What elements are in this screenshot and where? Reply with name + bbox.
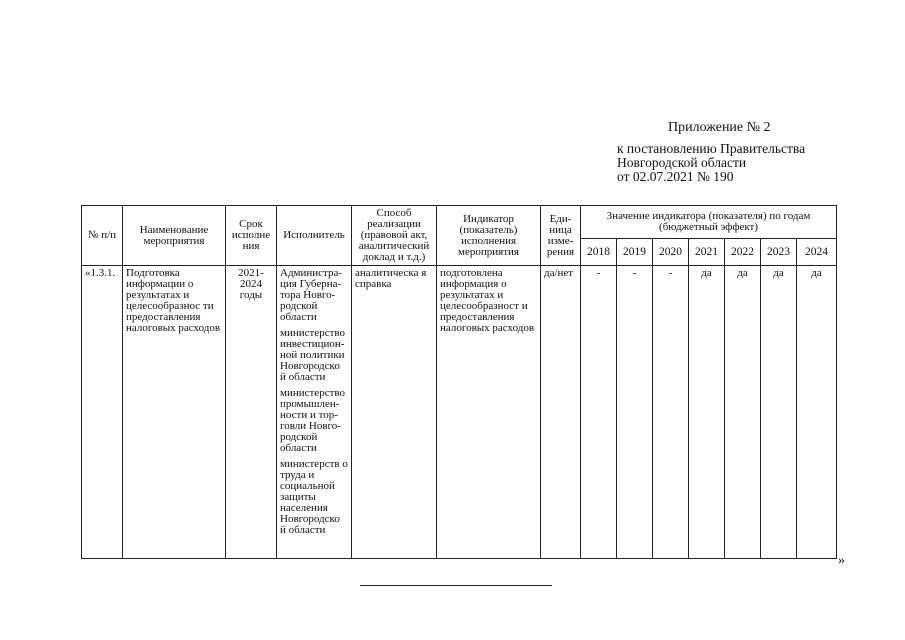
value-2022: да bbox=[725, 266, 761, 559]
year-header-2024: 2024 bbox=[797, 239, 837, 266]
executor-item: министерств о труда и социальной защиты населения Новгородско й области bbox=[280, 458, 348, 536]
col-header-values-group: Значение индикатора (показателя) по годам (бюджетный эффект) bbox=[581, 206, 837, 239]
col-header-unit: Еди- ница изме- рения bbox=[541, 206, 581, 266]
row-num: «1.3.1. bbox=[82, 266, 123, 559]
measures-table bbox=[81, 205, 837, 559]
col-header-num: № п/п bbox=[82, 206, 123, 266]
year-header-2020: 2020 bbox=[653, 239, 689, 266]
year-header-2019: 2019 bbox=[617, 239, 653, 266]
header-line-region: Новгородской области bbox=[617, 155, 747, 170]
header-line-decree: к постановлению Правительства bbox=[617, 141, 806, 156]
value-2024: да bbox=[797, 266, 837, 559]
row-name: Подготовка информации о результатах и целесообразнос ти предоставления налоговых расходов bbox=[123, 266, 226, 559]
appendix-title: Приложение № 2 bbox=[668, 120, 771, 135]
col-header-term: Срок исполне ния bbox=[226, 206, 277, 266]
value-2020: - bbox=[653, 266, 689, 559]
year-header-2022: 2022 bbox=[725, 239, 761, 266]
year-header-2023: 2023 bbox=[761, 239, 797, 266]
row-unit: да/нет bbox=[541, 266, 581, 559]
executor-item: Администра- ция Губерна- тора Новго- родской области bbox=[280, 267, 343, 323]
row-indicator: подготовлена информация о результатах и целесообразност и предоставления налоговых расходов bbox=[437, 266, 541, 559]
value-2023: да bbox=[761, 266, 797, 559]
row-method: аналитическа я справка bbox=[352, 266, 437, 559]
footnote-divider bbox=[360, 585, 552, 586]
document-header bbox=[617, 121, 857, 184]
col-header-method: Способ реализации (правовой акт, аналитический доклад и т.д.) bbox=[352, 206, 437, 266]
row-executors bbox=[277, 266, 352, 559]
col-header-indicator: Индикатор (показатель) исполнения мероприятия bbox=[437, 206, 541, 266]
header-line-date: от 02.07.2021 № 190 bbox=[617, 169, 734, 184]
col-header-name: Наименование мероприятия bbox=[123, 206, 226, 266]
col-header-executor: Исполнитель bbox=[277, 206, 352, 266]
closing-quote: » bbox=[838, 553, 845, 568]
table-row bbox=[82, 266, 837, 559]
year-header-2018: 2018 bbox=[581, 239, 617, 266]
year-header-2021: 2021 bbox=[689, 239, 725, 266]
executor-item: министерство инвестицион- ной политики Новгородско й области bbox=[280, 327, 346, 383]
value-2019: - bbox=[617, 266, 653, 559]
row-term: 2021-2024 годы bbox=[226, 266, 277, 559]
executor-item: министерство промышлен- ности и тор- говли Новго- родской области bbox=[280, 387, 346, 454]
value-2021: да bbox=[689, 266, 725, 559]
value-2018: - bbox=[581, 266, 617, 559]
